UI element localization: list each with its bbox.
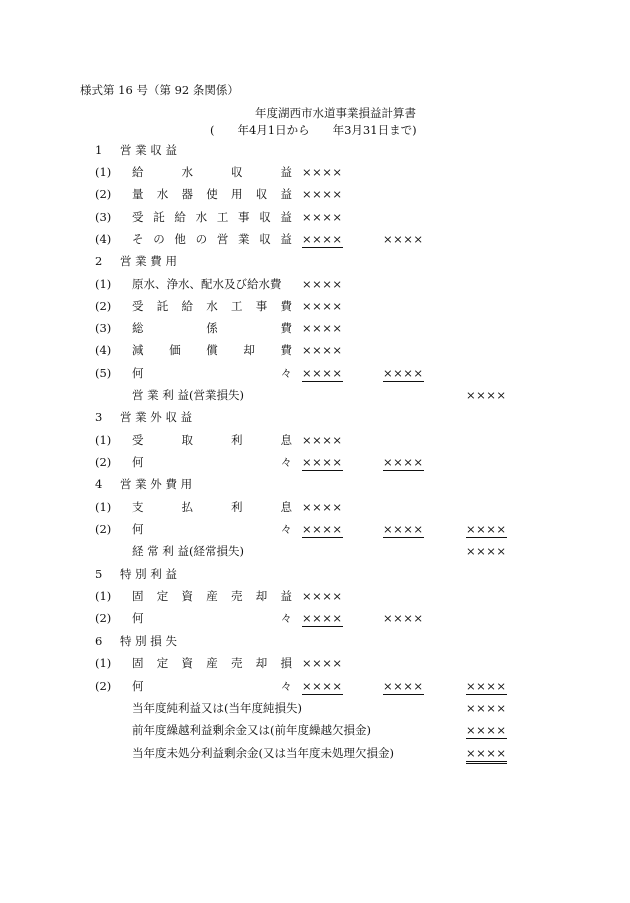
form-number: 様式第 16 号（第 92 条関係） bbox=[80, 83, 239, 97]
row-label: 原水、浄水、配水及び給水費 bbox=[132, 277, 282, 291]
row-number: (4) bbox=[95, 232, 112, 246]
value-col2: ×××× bbox=[383, 232, 424, 246]
section-number: 6 bbox=[95, 634, 103, 648]
value-col3: ×××× bbox=[466, 544, 507, 558]
value-col3: ×××× bbox=[466, 701, 507, 715]
section-title: 営 業 費 用 bbox=[120, 254, 177, 268]
row-number: (2) bbox=[95, 611, 112, 625]
row-label: 何 々 bbox=[132, 679, 292, 693]
section-title: 営 業 収 益 bbox=[120, 143, 177, 157]
value-col1: ×××× bbox=[302, 589, 343, 603]
value-col1: ×××× bbox=[302, 500, 343, 514]
row-label: 給 水 収 益 bbox=[132, 165, 292, 179]
row-number: (5) bbox=[95, 366, 112, 380]
section-number: 4 bbox=[95, 477, 103, 491]
row-number: (1) bbox=[95, 589, 112, 603]
row-number: (1) bbox=[95, 165, 112, 179]
row-label: 受 取 利 息 bbox=[132, 433, 292, 447]
row-label: 何 々 bbox=[132, 522, 292, 536]
row-label: 固 定 資 産 売 却 益 bbox=[132, 589, 292, 603]
section-number: 1 bbox=[95, 143, 103, 157]
row-label: 減 価 償 却 費 bbox=[132, 343, 292, 357]
value-col1: ×××× bbox=[302, 277, 343, 291]
section-number: 3 bbox=[95, 410, 103, 424]
row-number: (2) bbox=[95, 299, 112, 313]
value-col1: ×××× bbox=[302, 299, 343, 313]
subtotal-operating-label: 営 業 利 益(営業損失) bbox=[132, 388, 244, 402]
row-number: (3) bbox=[95, 210, 112, 224]
row-label: 支 払 利 息 bbox=[132, 500, 292, 514]
row-number: (1) bbox=[95, 656, 112, 670]
value-col3: ×××× bbox=[466, 388, 507, 402]
section-title: 営 業 外 収 益 bbox=[120, 410, 193, 424]
row-label: 固 定 資 産 売 却 損 bbox=[132, 656, 292, 670]
row-label: 受 託 給 水 工 事 費 bbox=[132, 299, 292, 313]
value-col1: ×××× bbox=[302, 522, 343, 536]
page-title: 年度湖西市水道事業損益計算書 bbox=[255, 106, 416, 120]
value-col1: ×××× bbox=[302, 321, 343, 335]
value-col3: ×××× bbox=[466, 723, 507, 737]
row-number: (2) bbox=[95, 455, 112, 469]
subtotal-net-label: 当年度純利益又は(当年度純損失) bbox=[132, 701, 302, 715]
row-number: (4) bbox=[95, 343, 112, 357]
value-col2: ×××× bbox=[383, 679, 424, 693]
row-label: 受 託 給 水 工 事 収 益 bbox=[132, 210, 292, 224]
value-col1: ×××× bbox=[302, 165, 343, 179]
row-label: 総 係 費 bbox=[132, 321, 292, 335]
row-number: (1) bbox=[95, 277, 112, 291]
value-col3-final: ×××× bbox=[466, 746, 507, 764]
value-col2: ×××× bbox=[383, 522, 424, 536]
value-col1: ×××× bbox=[302, 656, 343, 670]
value-col2: ×××× bbox=[383, 366, 424, 380]
value-col1: ×××× bbox=[302, 679, 343, 693]
row-number: (2) bbox=[95, 522, 112, 536]
row-number: (2) bbox=[95, 679, 112, 693]
subtotal-unappropriated-label: 当年度未処分利益剰余金(又は当年度未処理欠損金) bbox=[132, 746, 394, 760]
value-col1: ×××× bbox=[302, 455, 343, 469]
value-col1: ×××× bbox=[302, 343, 343, 357]
period: ( 年4月1日から 年3月31日まで) bbox=[210, 123, 417, 137]
value-col1: ×××× bbox=[302, 232, 343, 246]
section-number: 5 bbox=[95, 567, 103, 581]
value-col3: ×××× bbox=[466, 679, 507, 693]
row-label: 量 水 器 使 用 収 益 bbox=[132, 187, 292, 201]
row-number: (1) bbox=[95, 433, 112, 447]
value-col1: ×××× bbox=[302, 187, 343, 201]
value-col1: ×××× bbox=[302, 366, 343, 380]
value-col1: ×××× bbox=[302, 210, 343, 224]
row-label: そ の 他 の 営 業 収 益 bbox=[132, 232, 292, 246]
section-title: 特 別 利 益 bbox=[120, 567, 177, 581]
subtotal-ordinary-label: 経 常 利 益(経常損失) bbox=[132, 544, 244, 558]
section-title: 特 別 損 失 bbox=[120, 634, 177, 648]
value-col1: ×××× bbox=[302, 433, 343, 447]
section-title: 営 業 外 費 用 bbox=[120, 477, 193, 491]
row-label: 何 々 bbox=[132, 455, 292, 469]
value-col1: ×××× bbox=[302, 611, 343, 625]
section-number: 2 bbox=[95, 254, 103, 268]
row-number: (1) bbox=[95, 500, 112, 514]
row-label: 何 々 bbox=[132, 611, 292, 625]
value-col2: ×××× bbox=[383, 611, 424, 625]
row-label: 何 々 bbox=[132, 366, 292, 380]
value-col3: ×××× bbox=[466, 522, 507, 536]
row-number: (3) bbox=[95, 321, 112, 335]
row-number: (2) bbox=[95, 187, 112, 201]
value-col2: ×××× bbox=[383, 455, 424, 469]
subtotal-carried-label: 前年度繰越利益剰余金又は(前年度繰越欠損金) bbox=[132, 723, 371, 737]
